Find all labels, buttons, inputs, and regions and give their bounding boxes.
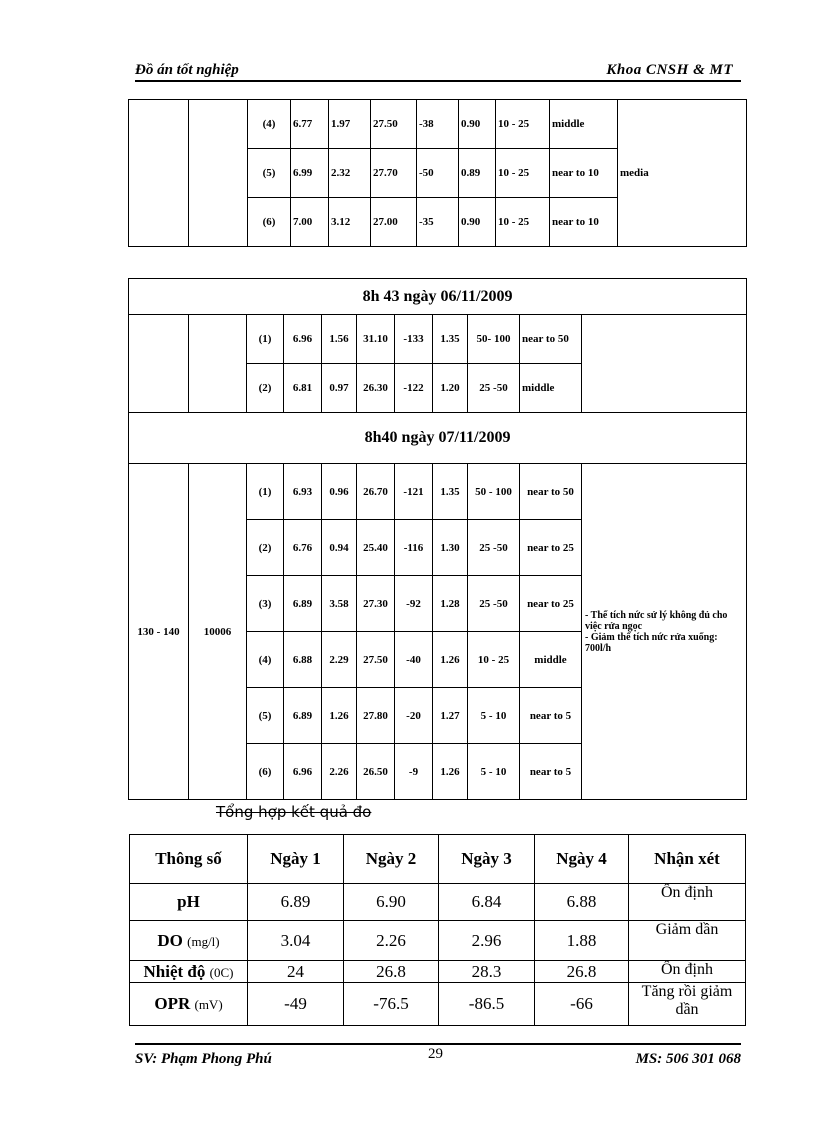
ph-cell: 6.96 — [284, 744, 322, 800]
level-cell: near to 25 — [520, 520, 582, 576]
do-cell: 2.32 — [329, 149, 371, 198]
ph-cell: 6.81 — [284, 364, 322, 413]
level-cell: near to 5 — [520, 744, 582, 800]
table-row — [130, 961, 746, 983]
table-row — [130, 983, 746, 1026]
orp-cell: -121 — [395, 464, 433, 520]
temp-cell: 27.80 — [357, 688, 395, 744]
sample-cell: (6) — [248, 198, 291, 247]
do-cell: 0.97 — [322, 364, 357, 413]
cond-cell: 1.35 — [433, 464, 468, 520]
do-cell: 0.94 — [322, 520, 357, 576]
value-cell: -49 — [248, 983, 344, 1026]
param-name: DO — [157, 930, 183, 950]
sample-cell: (5) — [248, 149, 291, 198]
section-title: 8h 43 ngày 06/11/2009 — [129, 279, 747, 315]
table-measurements — [128, 278, 747, 800]
orp-cell: -35 — [417, 198, 459, 247]
level-cell: middle — [520, 364, 582, 413]
header-cell: Ngày 2 — [344, 835, 439, 884]
header-left: Đồ án tốt nghiệp — [135, 62, 239, 78]
level-cell: near to 50 — [520, 315, 582, 364]
footer-student-id: MS: 506 301 068 — [635, 1051, 741, 1067]
param-unit: (0C) — [209, 964, 234, 980]
table-row — [129, 464, 747, 520]
table-row — [130, 884, 746, 921]
do-cell: 3.58 — [322, 576, 357, 632]
footer-author: SV: Phạm Phong Phú — [135, 1051, 272, 1067]
orp-cell: -122 — [395, 364, 433, 413]
orp-cell: -38 — [417, 100, 459, 149]
cond-cell: 1.20 — [433, 364, 468, 413]
remark-cell: Ổn định — [629, 961, 746, 983]
do-cell: 1.56 — [322, 315, 357, 364]
range-cell: 10 - 25 — [496, 198, 550, 247]
value-cell: -66 — [535, 983, 629, 1026]
code-cell: 10006 — [189, 464, 247, 800]
summary-table — [129, 834, 746, 1026]
param-name: OPR — [154, 994, 191, 1013]
level-cell: near to 10 — [550, 149, 618, 198]
temp-cell: 31.10 — [357, 315, 395, 364]
sample-cell: (1) — [247, 315, 284, 364]
value-cell: 6.89 — [248, 884, 344, 921]
param-cell — [130, 921, 248, 961]
sample-cell: (6) — [247, 744, 284, 800]
sample-cell: (2) — [247, 364, 284, 413]
remark-cell: Giảm dần — [629, 921, 746, 961]
header-cell: Ngày 3 — [439, 835, 535, 884]
range-cell: 25 -50 — [468, 520, 520, 576]
sample-cell: (1) — [247, 464, 284, 520]
header-right: Khoa CNSH & MT — [606, 62, 733, 78]
temp-cell: 27.50 — [371, 100, 417, 149]
cond-cell: 0.90 — [459, 100, 496, 149]
note-cell: media — [618, 100, 747, 247]
orp-cell: -92 — [395, 576, 433, 632]
orp-cell: -116 — [395, 520, 433, 576]
note-line: - Giảm thể tích nức rửa xuống: 700l/h — [585, 631, 718, 654]
temp-cell: 27.50 — [357, 632, 395, 688]
remark-cell: Ổn định — [629, 884, 746, 921]
do-cell: 0.96 — [322, 464, 357, 520]
param-name: Nhiệt độ — [143, 961, 206, 981]
ph-cell: 6.89 — [284, 688, 322, 744]
range-cell: 10 - 25 — [496, 149, 550, 198]
sample-cell: (2) — [247, 520, 284, 576]
temp-cell: 27.30 — [357, 576, 395, 632]
value-cell: 26.8 — [344, 961, 439, 983]
page-header — [135, 60, 741, 82]
cond-cell: 1.26 — [433, 632, 468, 688]
range-cell: 10 - 25 — [496, 100, 550, 149]
remark-cell: Tăng rồi giảm dần — [629, 983, 746, 1026]
page-footer — [135, 1043, 741, 1069]
header-cell: Ngày 1 — [248, 835, 344, 884]
ph-cell: 6.77 — [291, 100, 329, 149]
level-cell: near to 25 — [520, 576, 582, 632]
temp-cell: 26.30 — [357, 364, 395, 413]
temp-cell: 26.50 — [357, 744, 395, 800]
ph-cell: 6.99 — [291, 149, 329, 198]
range-cell: 5 - 10 — [468, 688, 520, 744]
value-cell: 28.3 — [439, 961, 535, 983]
orp-cell: -40 — [395, 632, 433, 688]
ph-cell: 6.93 — [284, 464, 322, 520]
param-cell — [130, 983, 248, 1026]
orp-cell: -20 — [395, 688, 433, 744]
param-name: pH — [177, 892, 200, 911]
temp-cell: 25.40 — [357, 520, 395, 576]
orp-cell: -50 — [417, 149, 459, 198]
header-cell: Ngày 4 — [535, 835, 629, 884]
value-cell: 2.26 — [344, 921, 439, 961]
value-cell: 6.88 — [535, 884, 629, 921]
do-cell: 2.26 — [322, 744, 357, 800]
orp-cell: -9 — [395, 744, 433, 800]
param-unit: (mg/l) — [187, 933, 220, 949]
range-cell: 5 - 10 — [468, 744, 520, 800]
table-row — [130, 921, 746, 961]
do-cell: 2.29 — [322, 632, 357, 688]
temp-cell: 26.70 — [357, 464, 395, 520]
ph-cell: 6.96 — [284, 315, 322, 364]
empty-cell — [189, 315, 247, 413]
sample-cell: (4) — [247, 632, 284, 688]
range-cell: 10 - 25 — [468, 632, 520, 688]
param-cell — [130, 961, 248, 983]
level-cell: near to 5 — [520, 688, 582, 744]
header-cell: Nhận xét — [629, 835, 746, 884]
value-cell: 3.04 — [248, 921, 344, 961]
time-cell: 130 - 140 — [129, 464, 189, 800]
level-cell: near to 10 — [550, 198, 618, 247]
value-cell: 24 — [248, 961, 344, 983]
cond-cell: 1.35 — [433, 315, 468, 364]
value-cell: 6.90 — [344, 884, 439, 921]
level-cell: near to 50 — [520, 464, 582, 520]
page-number: 29 — [428, 1046, 443, 1062]
range-cell: 25 -50 — [468, 576, 520, 632]
value-cell: 2.96 — [439, 921, 535, 961]
section-title: 8h40 ngày 07/11/2009 — [129, 413, 747, 464]
cond-cell: 0.90 — [459, 198, 496, 247]
range-cell: 50- 100 — [468, 315, 520, 364]
ph-cell: 6.76 — [284, 520, 322, 576]
empty-cell — [189, 100, 248, 247]
value-cell: -86.5 — [439, 983, 535, 1026]
value-cell: 26.8 — [535, 961, 629, 983]
summary-caption: Tổng hợp kết quả đo — [216, 803, 372, 821]
empty-cell — [582, 315, 747, 413]
temp-cell: 27.00 — [371, 198, 417, 247]
sample-cell: (5) — [247, 688, 284, 744]
table-top — [128, 99, 747, 247]
note-cell — [582, 464, 747, 800]
cond-cell: 1.30 — [433, 520, 468, 576]
empty-cell — [129, 100, 189, 247]
param-unit: (mV) — [194, 997, 223, 1012]
sample-cell: (3) — [247, 576, 284, 632]
note-line: - Thể tích nức sử lý không đủ cho việc rửa ngọc — [585, 609, 728, 632]
ph-cell: 7.00 — [291, 198, 329, 247]
orp-cell: -133 — [395, 315, 433, 364]
level-cell: middle — [550, 100, 618, 149]
range-cell: 25 -50 — [468, 364, 520, 413]
param-cell — [130, 884, 248, 921]
cond-cell: 0.89 — [459, 149, 496, 198]
cond-cell: 1.27 — [433, 688, 468, 744]
level-cell: middle — [520, 632, 582, 688]
table-row — [129, 315, 747, 364]
value-cell: 6.84 — [439, 884, 535, 921]
ph-cell: 6.88 — [284, 632, 322, 688]
ph-cell: 6.89 — [284, 576, 322, 632]
sample-cell: (4) — [248, 100, 291, 149]
table-header-row — [130, 835, 746, 884]
table-row — [129, 100, 747, 149]
empty-cell — [129, 315, 189, 413]
cond-cell: 1.28 — [433, 576, 468, 632]
header-cell: Thông số — [130, 835, 248, 884]
temp-cell: 27.70 — [371, 149, 417, 198]
range-cell: 50 - 100 — [468, 464, 520, 520]
do-cell: 3.12 — [329, 198, 371, 247]
value-cell: 1.88 — [535, 921, 629, 961]
do-cell: 1.26 — [322, 688, 357, 744]
do-cell: 1.97 — [329, 100, 371, 149]
cond-cell: 1.26 — [433, 744, 468, 800]
value-cell: -76.5 — [344, 983, 439, 1026]
